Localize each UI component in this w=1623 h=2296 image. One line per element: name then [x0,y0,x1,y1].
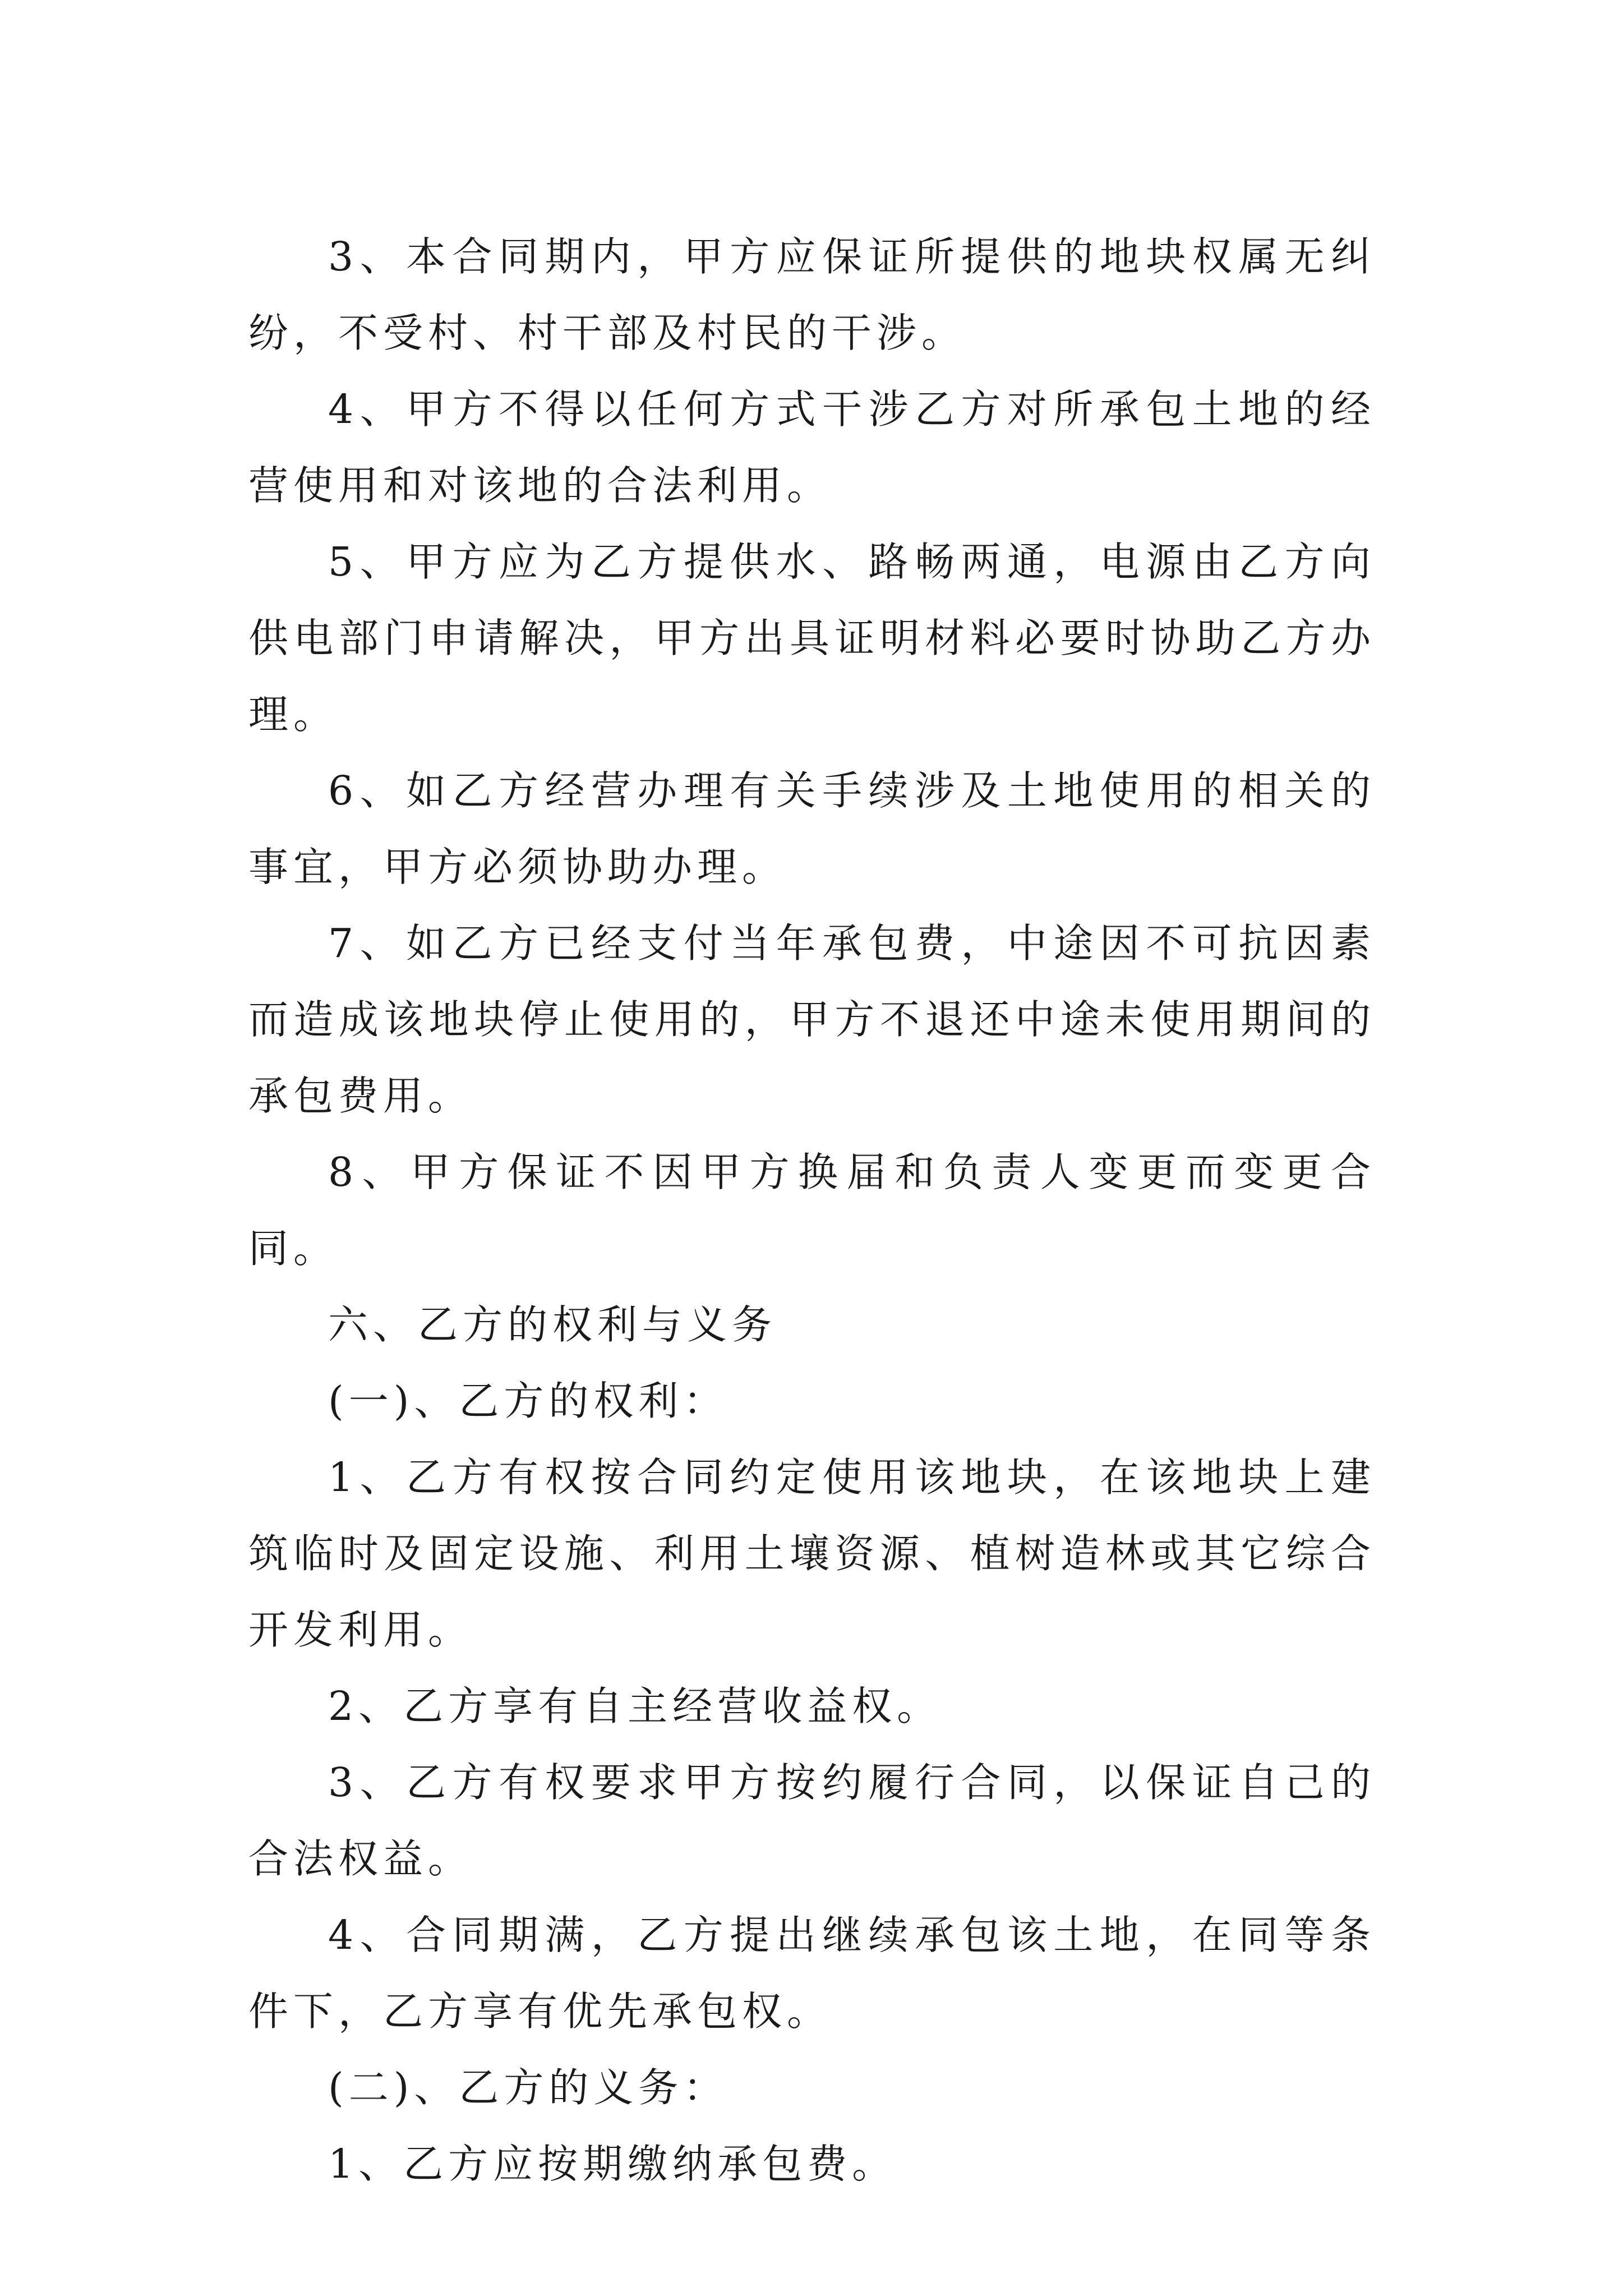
clause-paragraph: 3、本合同期内，甲方应保证所提供的地块权属无纠纷，不受村、村干部及村民的干涉。 [248,233,1376,356]
clause-paragraph: 5、甲方应为乙方提供水、路畅两通，电源由乙方向供电部门申请解决，甲方出具证明材料必要时协助乙方办理。 [248,539,1376,738]
subsection-heading: (二)、乙方的义务： [328,2064,728,2111]
clause-paragraph: 8、甲方保证不因甲方换届和负责人变更而变更合同。 [248,1149,1376,1272]
clause-paragraph: 6、如乙方经营办理有关手续涉及土地使用的相关的事宜，甲方必须协助办理。 [248,767,1376,890]
clause-paragraph: 3、乙方有权要求甲方按约履行合同，以保证自己的合法权益。 [248,1759,1376,1882]
clause-paragraph: 1、乙方应按期缴纳承包费。 [328,2141,897,2187]
clause-paragraph: 1、乙方有权按合同约定使用该地块，在该地块上建筑临时及固定设施、利用土壤资源、植树造林或其它综合开发利用。 [248,1454,1376,1653]
section-heading: 六、乙方的权利与义务 [328,1301,777,1348]
document-body [248,219,1376,2202]
clause-paragraph: 4、合同期满，乙方提出继续承包该土地，在同等条件下，乙方享有优先承包权。 [248,1912,1376,2035]
clause-paragraph: 7、如乙方已经支付当年承包费，中途因不可抗因素而造成该地块停止使用的，甲方不退还中途未使用期间的承包费用。 [248,920,1376,1119]
clause-paragraph: 4、甲方不得以任何方式干涉乙方对所承包土地的经营使用和对该地的合法利用。 [248,386,1376,509]
clause-paragraph: 2、乙方享有自主经营收益权。 [328,1683,942,1729]
subsection-heading: (一)、乙方的权利： [328,1378,728,1424]
